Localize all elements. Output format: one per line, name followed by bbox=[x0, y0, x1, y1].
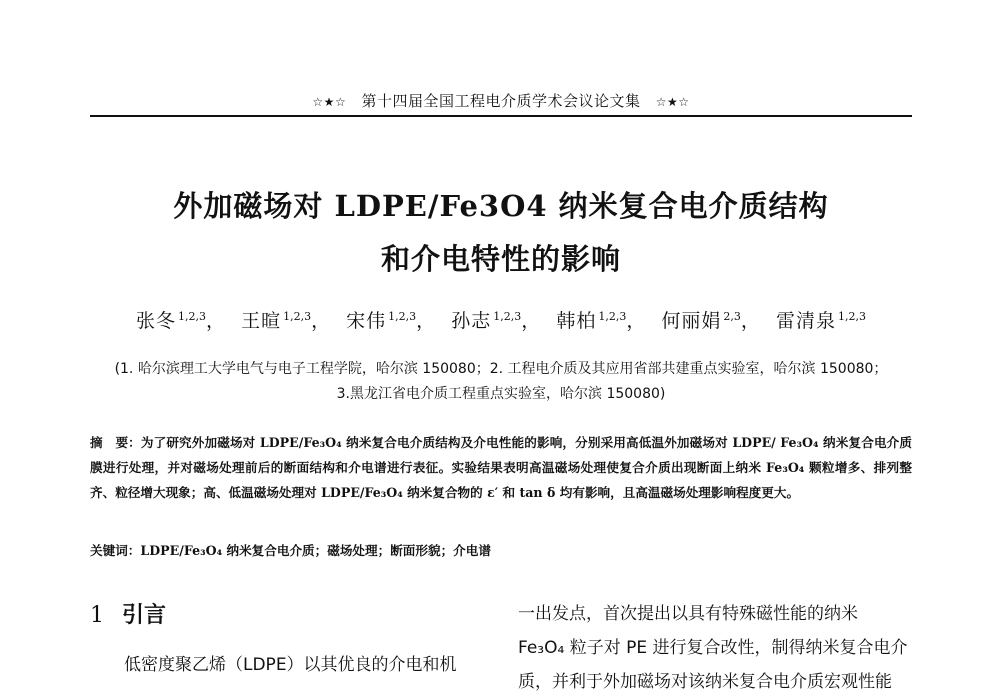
author-name: 雷清泉 bbox=[775, 310, 836, 332]
author-affiliation-marker: 1,2,3 bbox=[837, 309, 866, 323]
author-name: 王暄 bbox=[241, 310, 282, 332]
author-list: 张冬 $^{1,2,3}$， 王暄 $^{1,2,3}$， 宋伟 $^{1,2,3}$， 孙志 $^{1,2,3}$， 韩柏 $^{1,2,3}$， 何丽娟 $^{2,3}$， 雷清泉 $^{1,2,3}$ bbox=[136, 309, 866, 332]
author-name: 孙志 bbox=[451, 310, 492, 332]
author-name: 宋伟 bbox=[346, 310, 387, 332]
title-line-1: 外加磁场对 LDPE/Fe3O4 纳米复合电介质结构 bbox=[173, 189, 829, 223]
body-right-line: 一出发点，首次提出以具有特殊磁性能的纳米 bbox=[518, 604, 858, 624]
author-affiliation-marker: 1,2,3 bbox=[178, 309, 207, 323]
header-stars-right: ☆★☆ bbox=[655, 95, 690, 109]
author-name: 张冬 bbox=[136, 310, 177, 332]
body-right-line: 质，并利于外加磁场对该纳米复合电介质宏观性能 bbox=[518, 672, 892, 692]
author bbox=[451, 310, 521, 332]
author bbox=[556, 310, 626, 332]
author-name: 何丽娟 bbox=[661, 310, 722, 332]
author bbox=[776, 310, 866, 332]
body-left-line: 低密度聚乙烯（LDPE）以其优良的介电和机 bbox=[124, 655, 457, 675]
body-right-column bbox=[518, 597, 912, 699]
author-name: 韩柏 bbox=[556, 310, 597, 332]
affiliation-line-1: (1. 哈尔滨理工大学电气与电子工程学院，哈尔滨 150080；2. 工程电介质及其应用省部共建重点实验室，哈尔滨 150080； bbox=[114, 361, 888, 377]
abstract-text: 为了研究外加磁场对 LDPE/Fe₃O₄ 纳米复合电介质结构及介电性能的影响，分别采用高低温外加磁场对 LDPE/ Fe₃O₄ 纳米复合电介质膜进行处理，并对磁场处理前后的断面结构和介电谱进行表征。实验结果表明高温磁场处理使复合介质出现断面上纳米 Fe₃O₄ 颗粒增多、排列整齐、粒径增大现象；高、低温磁场处理对 LDPE/Fe₃O₄ 纳米复合物的 ε′ 和 tan δ 均有影响，且高温磁场处理影响程度更大。 bbox=[90, 435, 912, 500]
section-heading bbox=[90, 598, 166, 629]
author-affiliation-marker: 1,2,3 bbox=[283, 309, 312, 323]
abstract bbox=[90, 430, 912, 505]
title-line-2: 和介电特性的影响 bbox=[380, 242, 621, 276]
keywords-text: LDPE/Fe₃O₄ 纳米复合电介质；磁场处理；断面形貌；介电谱 bbox=[140, 543, 491, 558]
keywords bbox=[90, 540, 912, 559]
author-affiliation-marker: 2,3 bbox=[723, 309, 741, 323]
author-affiliation-marker: 1,2,3 bbox=[598, 309, 627, 323]
author-affiliation-marker: 1,2,3 bbox=[493, 309, 522, 323]
section-number: 1 bbox=[90, 603, 104, 628]
header-text: 第十四届全国工程电介质学术会议论文集 bbox=[361, 92, 641, 110]
affiliation-line-2: 3.黑龙江省电介质工程重点实验室，哈尔滨 150080) bbox=[336, 386, 666, 402]
running-header bbox=[90, 90, 912, 111]
body-right-line: Fe₃O₄ 粒子对 PE 进行复合改性，制得纳米复合电介 bbox=[518, 638, 908, 658]
abstract-label: 摘 要： bbox=[90, 435, 141, 450]
header-stars-left: ☆★☆ bbox=[312, 95, 347, 109]
author bbox=[661, 310, 741, 332]
keywords-label: 关键词： bbox=[90, 543, 141, 558]
section-title: 引言 bbox=[122, 603, 167, 628]
header-rule bbox=[90, 115, 912, 117]
author bbox=[136, 310, 206, 332]
author bbox=[346, 310, 416, 332]
author-affiliation-marker: 1,2,3 bbox=[388, 309, 417, 323]
author bbox=[241, 310, 311, 332]
body-left-column bbox=[90, 648, 482, 682]
